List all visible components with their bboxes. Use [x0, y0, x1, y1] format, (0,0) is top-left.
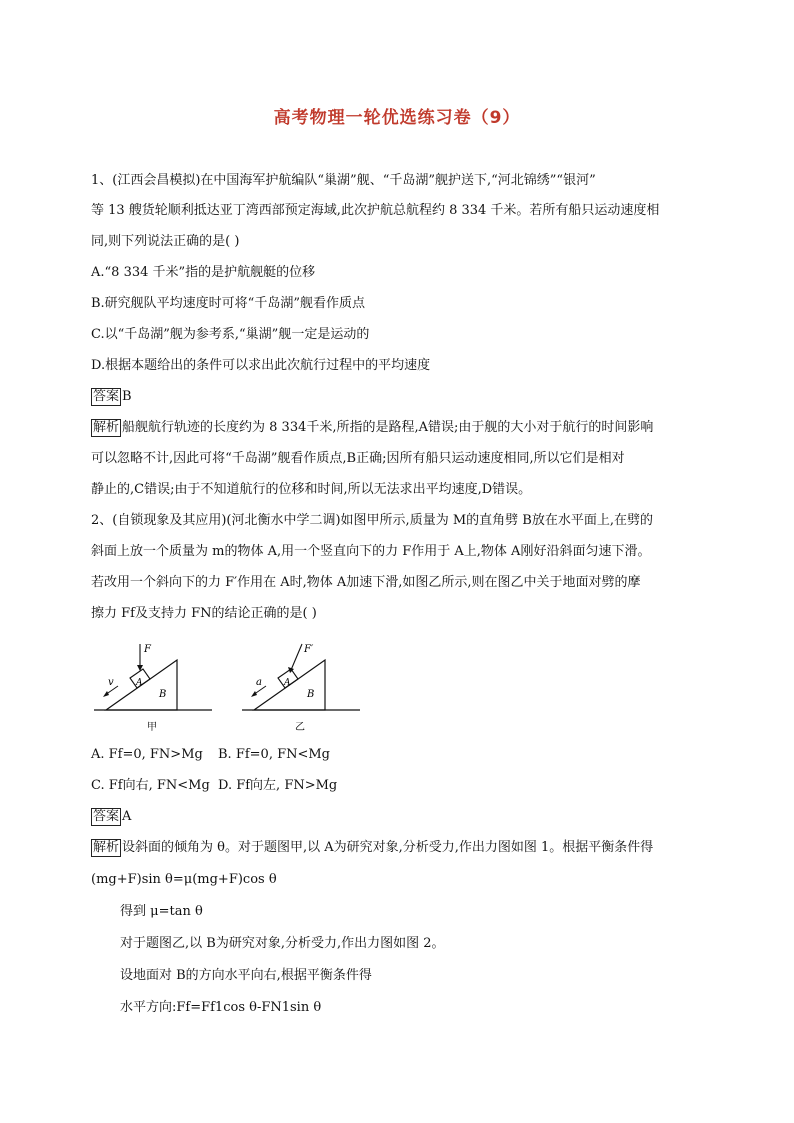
- analysis-label: 解析: [93, 420, 120, 435]
- q1-analysis-line: 静止的,C错误;由于不知道航行的位移和时间,所以无法求出平均速度,D错误。: [91, 482, 532, 497]
- block-b-label: B: [159, 689, 167, 700]
- q2-analysis-line: 水平方向:Ff=Ff1cos θ-FN1sin θ: [120, 1000, 322, 1015]
- figure-yi: [240, 640, 362, 735]
- q1-analysis-line: 可以忽略不计,因此可将“千岛湖”舰看作质点,B正确;因所有船只运动速度相同,所以它们是相对: [91, 451, 625, 466]
- answer-label: 答案: [93, 389, 120, 404]
- q2-option-d: D. Ff向左, FN>Mg: [218, 778, 338, 793]
- q2-options-row: [91, 776, 337, 796]
- q1-option-c: C.以“千岛湖”舰为参考系,“巢湖”舰一定是运动的: [91, 327, 370, 342]
- force-label: F′: [304, 644, 314, 655]
- q2-analysis-line: (mg+F)sin θ=μ(mg+F)cos θ: [91, 872, 277, 887]
- q2-option-c: C. Ff向右, FN<Mg: [91, 778, 210, 793]
- q2-analysis-line: [91, 838, 653, 858]
- q2-answer: [91, 807, 131, 827]
- accel-arrowhead: [251, 691, 257, 697]
- block-b-label: B: [307, 689, 315, 700]
- q2-stem-line: 擦力 Ff及支持力 FN的结论正确的是( ): [91, 606, 317, 621]
- q1-stem-line: 等 13 艘货轮顺利抵达亚丁湾西部预定海域,此次护航总航程约 8 334 千米。若所有船只运动速度相: [91, 203, 660, 218]
- q2-option-b: B. Ff=0, FN<Mg: [218, 747, 330, 762]
- analysis-label: 解析: [93, 840, 120, 855]
- q2-analysis-line: 对于题图乙,以 B为研究对象,分析受力,作出力图如图 2。: [120, 936, 445, 951]
- accel-label: a: [256, 677, 262, 688]
- q1-stem-line: 同,则下列说法正确的是( ): [91, 234, 240, 249]
- answer-value: B: [122, 389, 132, 404]
- answer-value: A: [122, 809, 132, 824]
- q1-analysis-text: 船舰航行轨迹的长度约为 8 334千米,所指的是路程,A错误;由于舰的大小对于航行的时间影响: [122, 420, 654, 435]
- q2-option-a: A. Ff=0, FN>Mg: [91, 747, 203, 762]
- figure-caption: 甲: [147, 722, 157, 733]
- velocity-arrowhead: [103, 691, 109, 697]
- answer-label: 答案: [93, 809, 120, 824]
- q2-analysis-text: 设斜面的倾角为 θ。对于题图甲,以 A为研究对象,分析受力,作出力图如图 1。根据平衡条件得: [122, 840, 654, 855]
- figure-caption: 乙: [295, 722, 305, 733]
- q2-stem-line: 2、(自锁现象及其应用)(河北衡水中学二调)如图甲所示,质量为 M的直角劈 B放在水平面上,在劈的: [91, 513, 653, 528]
- q1-option-b: B.研究舰队平均速度时可将“千岛湖”舰看作质点: [91, 296, 365, 311]
- q1-option-d: D.根据本题给出的条件可以求出此次航行过程中的平均速度: [91, 358, 431, 373]
- force-label: F: [144, 644, 151, 655]
- q1-option-a: A.“8 334 千米”指的是护航舰艇的位移: [91, 265, 316, 280]
- block-a-label: A: [136, 678, 143, 688]
- page-title: 高考物理一轮优选练习卷（9）: [273, 108, 521, 128]
- velocity-label: v: [108, 677, 114, 688]
- q2-analysis-line: 得到 μ=tan θ: [120, 904, 203, 919]
- q1-answer: [91, 387, 132, 407]
- q2-stem-line: 斜面上放一个质量为 m的物体 A,用一个竖直向下的力 F作用于 A上,物体 A刚好沿斜面匀速下滑。: [91, 544, 651, 559]
- q1-analysis-line: [91, 418, 653, 438]
- q1-stem-line: 1、(江西会昌模拟)在中国海军护航编队“巢湖”舰、“千岛湖”舰护送下,“河北锦绣”“银河”: [91, 173, 596, 188]
- force-arrow: [291, 644, 302, 670]
- block-a-label: A: [284, 678, 291, 688]
- q2-analysis-line: 设地面对 B的方向水平向右,根据平衡条件得: [120, 968, 372, 983]
- q2-stem-line: 若改用一个斜向下的力 F′作用在 A时,物体 A加速下滑,如图乙所示,则在图乙中关于地面对劈的摩: [91, 575, 641, 590]
- q2-options-row: [91, 745, 330, 765]
- figure-jia: [92, 640, 214, 735]
